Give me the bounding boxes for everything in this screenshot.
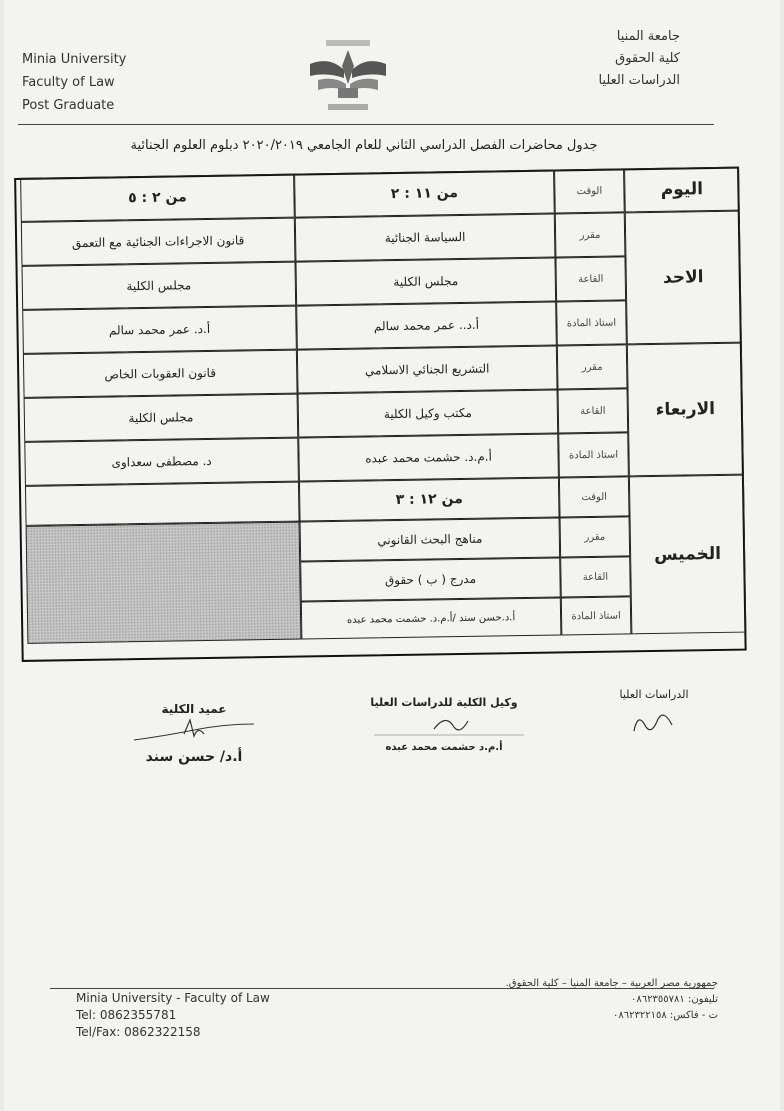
university-name-ar: جامعة المنيا (616, 29, 680, 44)
footer-university-en: Minia University - Faculty of Law (76, 991, 270, 1005)
department-name-en: Post Graduate (22, 98, 115, 113)
wednesday-slot2-course: قانون العقوبات الخاص (23, 350, 298, 398)
thursday-slot2-empty (25, 482, 300, 526)
graduate-studies-signature-block (594, 688, 714, 744)
university-name-en: Minia University (22, 52, 127, 67)
day-sunday: الاحد (625, 211, 742, 345)
sunday-slot2-course: قانون الاجراءات الجنائية مع التعمق (21, 218, 296, 266)
footer-tel-ar: تليفون: ٠٨٦٢٣٥٥٧٨١ (631, 994, 718, 1005)
vice-dean-signature-block (354, 696, 534, 753)
day-thursday: الخميس (629, 475, 746, 635)
footer-telfax: Tel/Fax: 0862322158 (76, 1025, 201, 1039)
time-slot-2: من ٢ : ٥ (20, 174, 295, 222)
dean-title: عميد الكلية (161, 702, 227, 716)
graduate-studies-title: الدراسات العليا (619, 688, 689, 701)
dean-signature-scribble (124, 716, 264, 746)
footer-arabic (506, 976, 718, 1024)
label-professor: استاذ المادة (558, 432, 629, 477)
thursday-slot1-course: مناهج البحث القانوني (300, 517, 561, 561)
thursday-time-slot: من ١٢ : ٣ (299, 477, 560, 521)
footer-english (76, 990, 270, 1041)
wednesday-slot1-course: التشريع الجنائي الاسلامي (297, 345, 558, 393)
footer-tel: Tel: 0862355781 (76, 1008, 177, 1022)
label-hall: القاعة (560, 556, 631, 597)
header-divider (18, 124, 714, 125)
wednesday-slot1-hall: مكتب وكيل الكلية (298, 389, 559, 437)
schedule-title: جدول محاضرات الفصل الدراسي الثاني للعام الجامعي ٢٠٢٠/٢٠١٩ دبلوم العلوم الجنائية (130, 138, 598, 153)
time-column-header: الوقت (554, 168, 625, 213)
sunday-slot1-hall: مجلس الكلية (295, 258, 556, 306)
label-time: الوقت (559, 476, 630, 517)
label-professor: استاذ المادة (561, 596, 632, 635)
wednesday-slot1-professor: أ.م.د. حشمت محمد عبده (298, 433, 559, 481)
wednesday-slot2-hall: مجلس الكلية (24, 394, 299, 442)
thursday-slot1-professor: أ.د.حسن سند /أ.م.د. حشمت محمد عبده (301, 597, 562, 639)
document-page (4, 0, 780, 1111)
header-arabic (598, 26, 680, 92)
header-english (22, 48, 126, 117)
vice-dean-signature-scribble (354, 709, 534, 739)
vice-dean-title: وكيل الكلية للدراسات العليا (370, 696, 518, 709)
vice-dean-name: أ.م.د حشمت محمد عبده (385, 742, 503, 753)
day-column-header: اليوم (624, 167, 740, 213)
footer-address-ar: جمهورية مصر العربية – جامعة المنيا – كلية الحقوق. (505, 978, 718, 989)
department-name-ar: الدراسات العليا (598, 73, 680, 88)
sunday-slot1-professor: أ.د.. عمر محمد سالم (296, 302, 557, 350)
graduate-studies-signature-scribble (594, 701, 714, 741)
schedule-table (14, 159, 747, 670)
dean-signature-block (124, 702, 264, 765)
sunday-slot2-hall: مجلس الكلية (22, 262, 297, 310)
dean-name: أ.د/ حسن سند (145, 749, 243, 765)
label-hall: القاعة (558, 388, 629, 433)
day-wednesday: الاربعاء (627, 343, 744, 477)
label-course: مقرر (555, 212, 626, 257)
sunday-slot1-course: السياسة الجنائية (295, 214, 556, 262)
sunday-slot2-professor: أ.د. عمر محمد سالم (22, 306, 297, 354)
faculty-name-en: Faculty of Law (22, 75, 115, 90)
faculty-name-ar: كلية الحقوق (615, 51, 680, 66)
university-logo (304, 36, 392, 118)
label-hall: القاعة (555, 256, 626, 301)
label-course: مقرر (560, 516, 631, 557)
thursday-slot1-hall: مدرج ( ب ) حقوق (300, 557, 561, 601)
time-slot-1: من ١١ : ٢ (294, 170, 555, 218)
wednesday-slot2-professor: د. مصطفى سعداوى (24, 438, 299, 486)
label-professor: استاذ المادة (556, 300, 627, 345)
footer-fax-ar: ت - فاكس: ٠٨٦٢٣٢٢١٥٨ (613, 1010, 718, 1021)
thursday-slot2-shaded (26, 522, 302, 644)
label-course: مقرر (557, 344, 628, 389)
